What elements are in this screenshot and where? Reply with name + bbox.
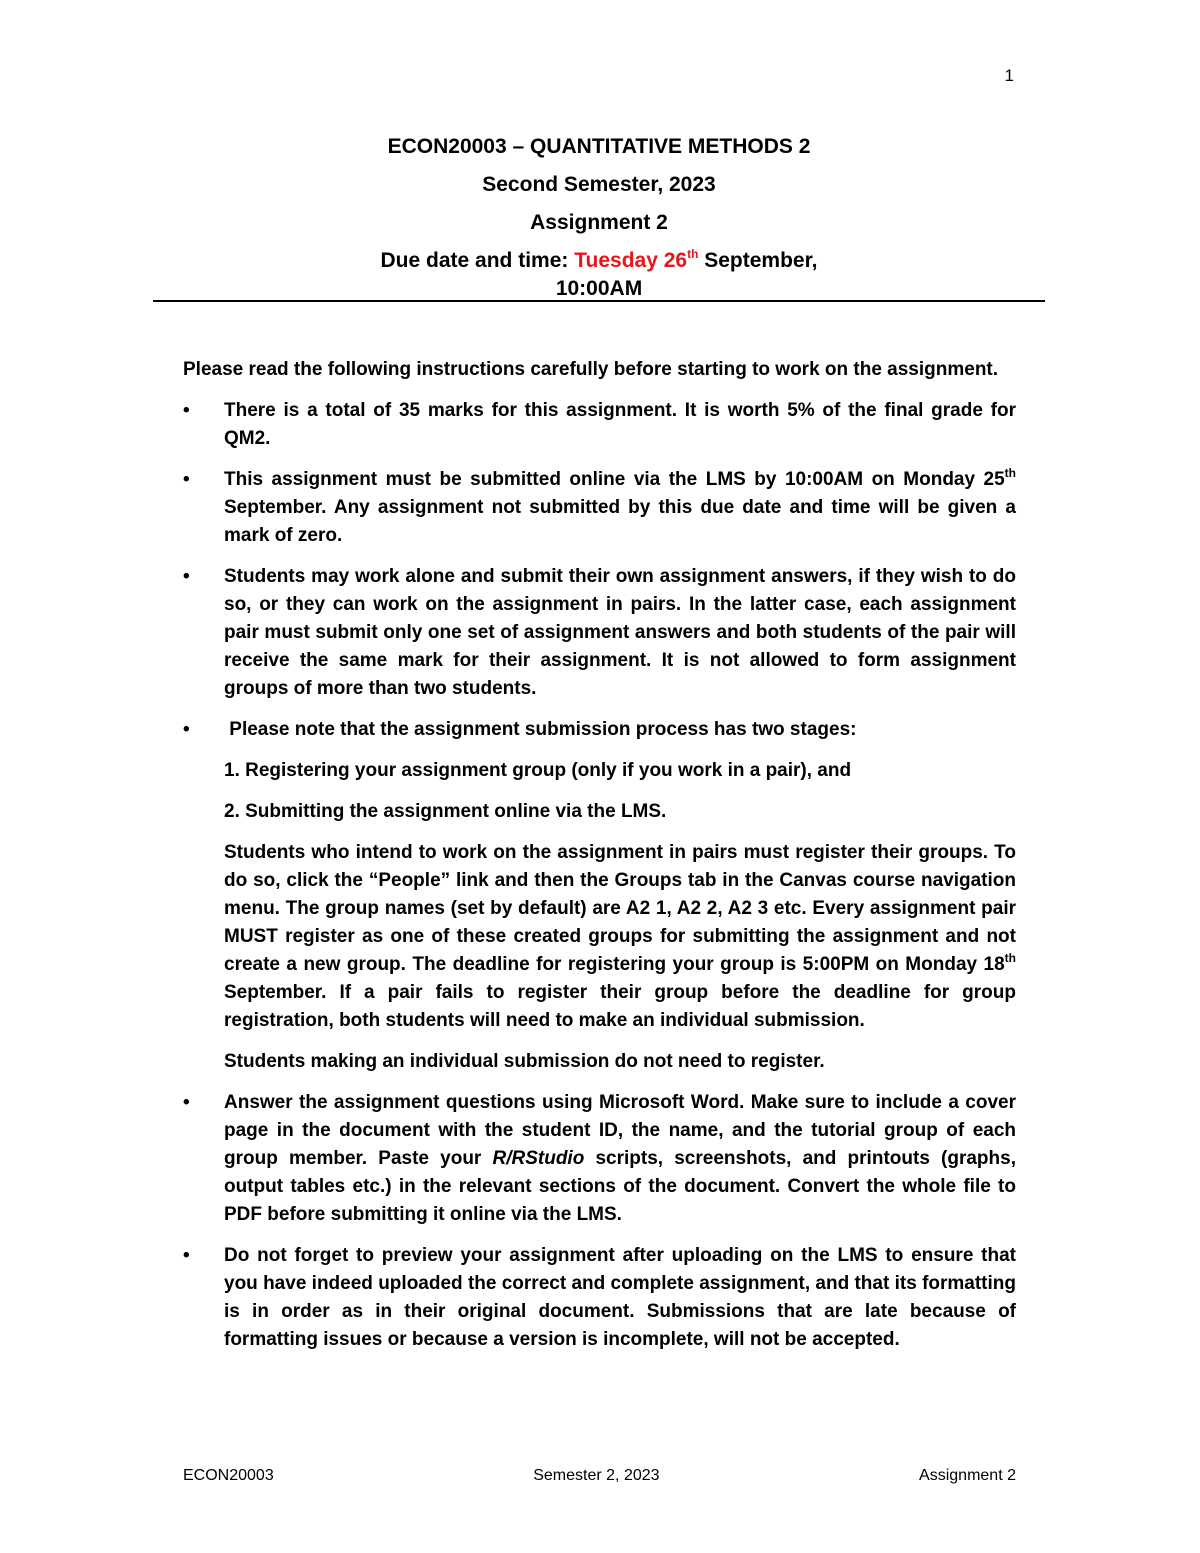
list-item [183,1089,1016,1229]
footer-assignment: Assignment 2 [919,1467,1016,1484]
due-day-text: Tuesday 26 [574,249,688,272]
bullet-icon: • [183,400,190,421]
submission-stages-intro: Please note that the assignment submission process has two stages: [229,719,857,740]
bullet-icon: • [183,1092,190,1113]
assignment-title: Assignment 2 [530,211,668,234]
due-time: 10:00AM [555,277,643,300]
item-text: Students may work alone and submit their own assignment answers, if they wish to do so, or they can work on the assignment in pairs. In the latter case, each assignment pair must submit only one set of assignment answers and both students of the pair will receive the same mark for their assignment. It is not allowed to form assignment groups of more than two students. [224,566,1016,699]
intro-paragraph: Please read the following instructions carefully before starting to work on the assignment. [183,359,999,380]
due-day [574,249,698,272]
page-number: 1 [1004,66,1014,85]
item-text-part: This assignment must be submitted online via the LMS by 10:00AM on Monday 25 [224,469,1005,490]
footer-semester: Semester 2, 2023 [533,1467,660,1484]
bullet-icon: • [183,1245,190,1266]
ordinal-suffix: th [1004,465,1016,480]
list-item [183,466,1016,550]
page-footer [183,1467,1016,1485]
item-text: Do not forget to preview your assignment after uploading on the LMS to ensure that you have indeed uploaded the correct and complete assignment, and that its formatting is in order as in their original document. Submissions that are late because of formatting issues or because a version is incomplete, will not be accepted. [224,1245,1016,1350]
due-day-suffix: th [687,247,699,261]
item-text-part: Answer the assignment questions using Microsoft Word. Make sure to include a cover page in the document with the student ID, the name, and the tutorial group of each group member. Paste your [224,1092,1016,1169]
stage-two: 2. Submitting the assignment online via the LMS. [224,801,667,822]
group-registration-paragraph [224,839,1016,1035]
item-text-part: September. Any assignment not submitted by this due date and time will be given a mark of zero. [224,497,1016,546]
header-divider [153,300,1045,302]
individual-note: Students making an individual submission do not need to register. [224,1051,825,1072]
list-item [183,1242,1016,1354]
software-name: R/RStudio [492,1148,585,1169]
item-text: There is a total of 35 marks for this assignment. It is worth 5% of the final grade for QM2. [224,400,1016,449]
bullet-icon: • [183,719,190,740]
footer-course-code: ECON20003 [183,1467,274,1484]
due-month: September, [704,249,818,272]
ordinal-suffix: th [1004,950,1016,965]
course-title: ECON20003 – QUANTITATIVE METHODS 2 [387,135,811,158]
stage-one: 1. Registering your assignment group (only if you work in a pair), and [224,760,852,781]
list-item [183,716,1016,1076]
bullet-icon: • [183,469,190,490]
due-label: Due date and time: [380,249,569,272]
list-item [183,563,1016,703]
instruction-list [183,397,1016,1354]
list-item [183,397,1016,453]
semester-line: Second Semester, 2023 [482,173,716,196]
item-text-part: September. If a pair fails to register their group before the deadline for group registration, both students will need to make an individual submission. [224,982,1016,1031]
document-header [153,132,1045,306]
instructions-body [183,356,1016,1367]
item-text-part: scripts, screenshots, and printouts (graphs, output tables etc.) in the relevant sections of the document. Convert the whole file to PDF before submitting it online via the LMS. [224,1148,1016,1225]
bullet-icon: • [183,566,190,587]
item-text-part: Students who intend to work on the assignment in pairs must register their groups. To do so, click the “People” link and then the Groups tab in the Canvas course navigation menu. The group names (set by default) are A2 1, A2 2, A2 3 etc. Every assignment pair MUST register as one of these created groups for submitting the assignment and not create a new group. The deadline for registering your group is 5:00PM on Monday 18 [224,842,1016,975]
due-date-line [153,246,1045,276]
